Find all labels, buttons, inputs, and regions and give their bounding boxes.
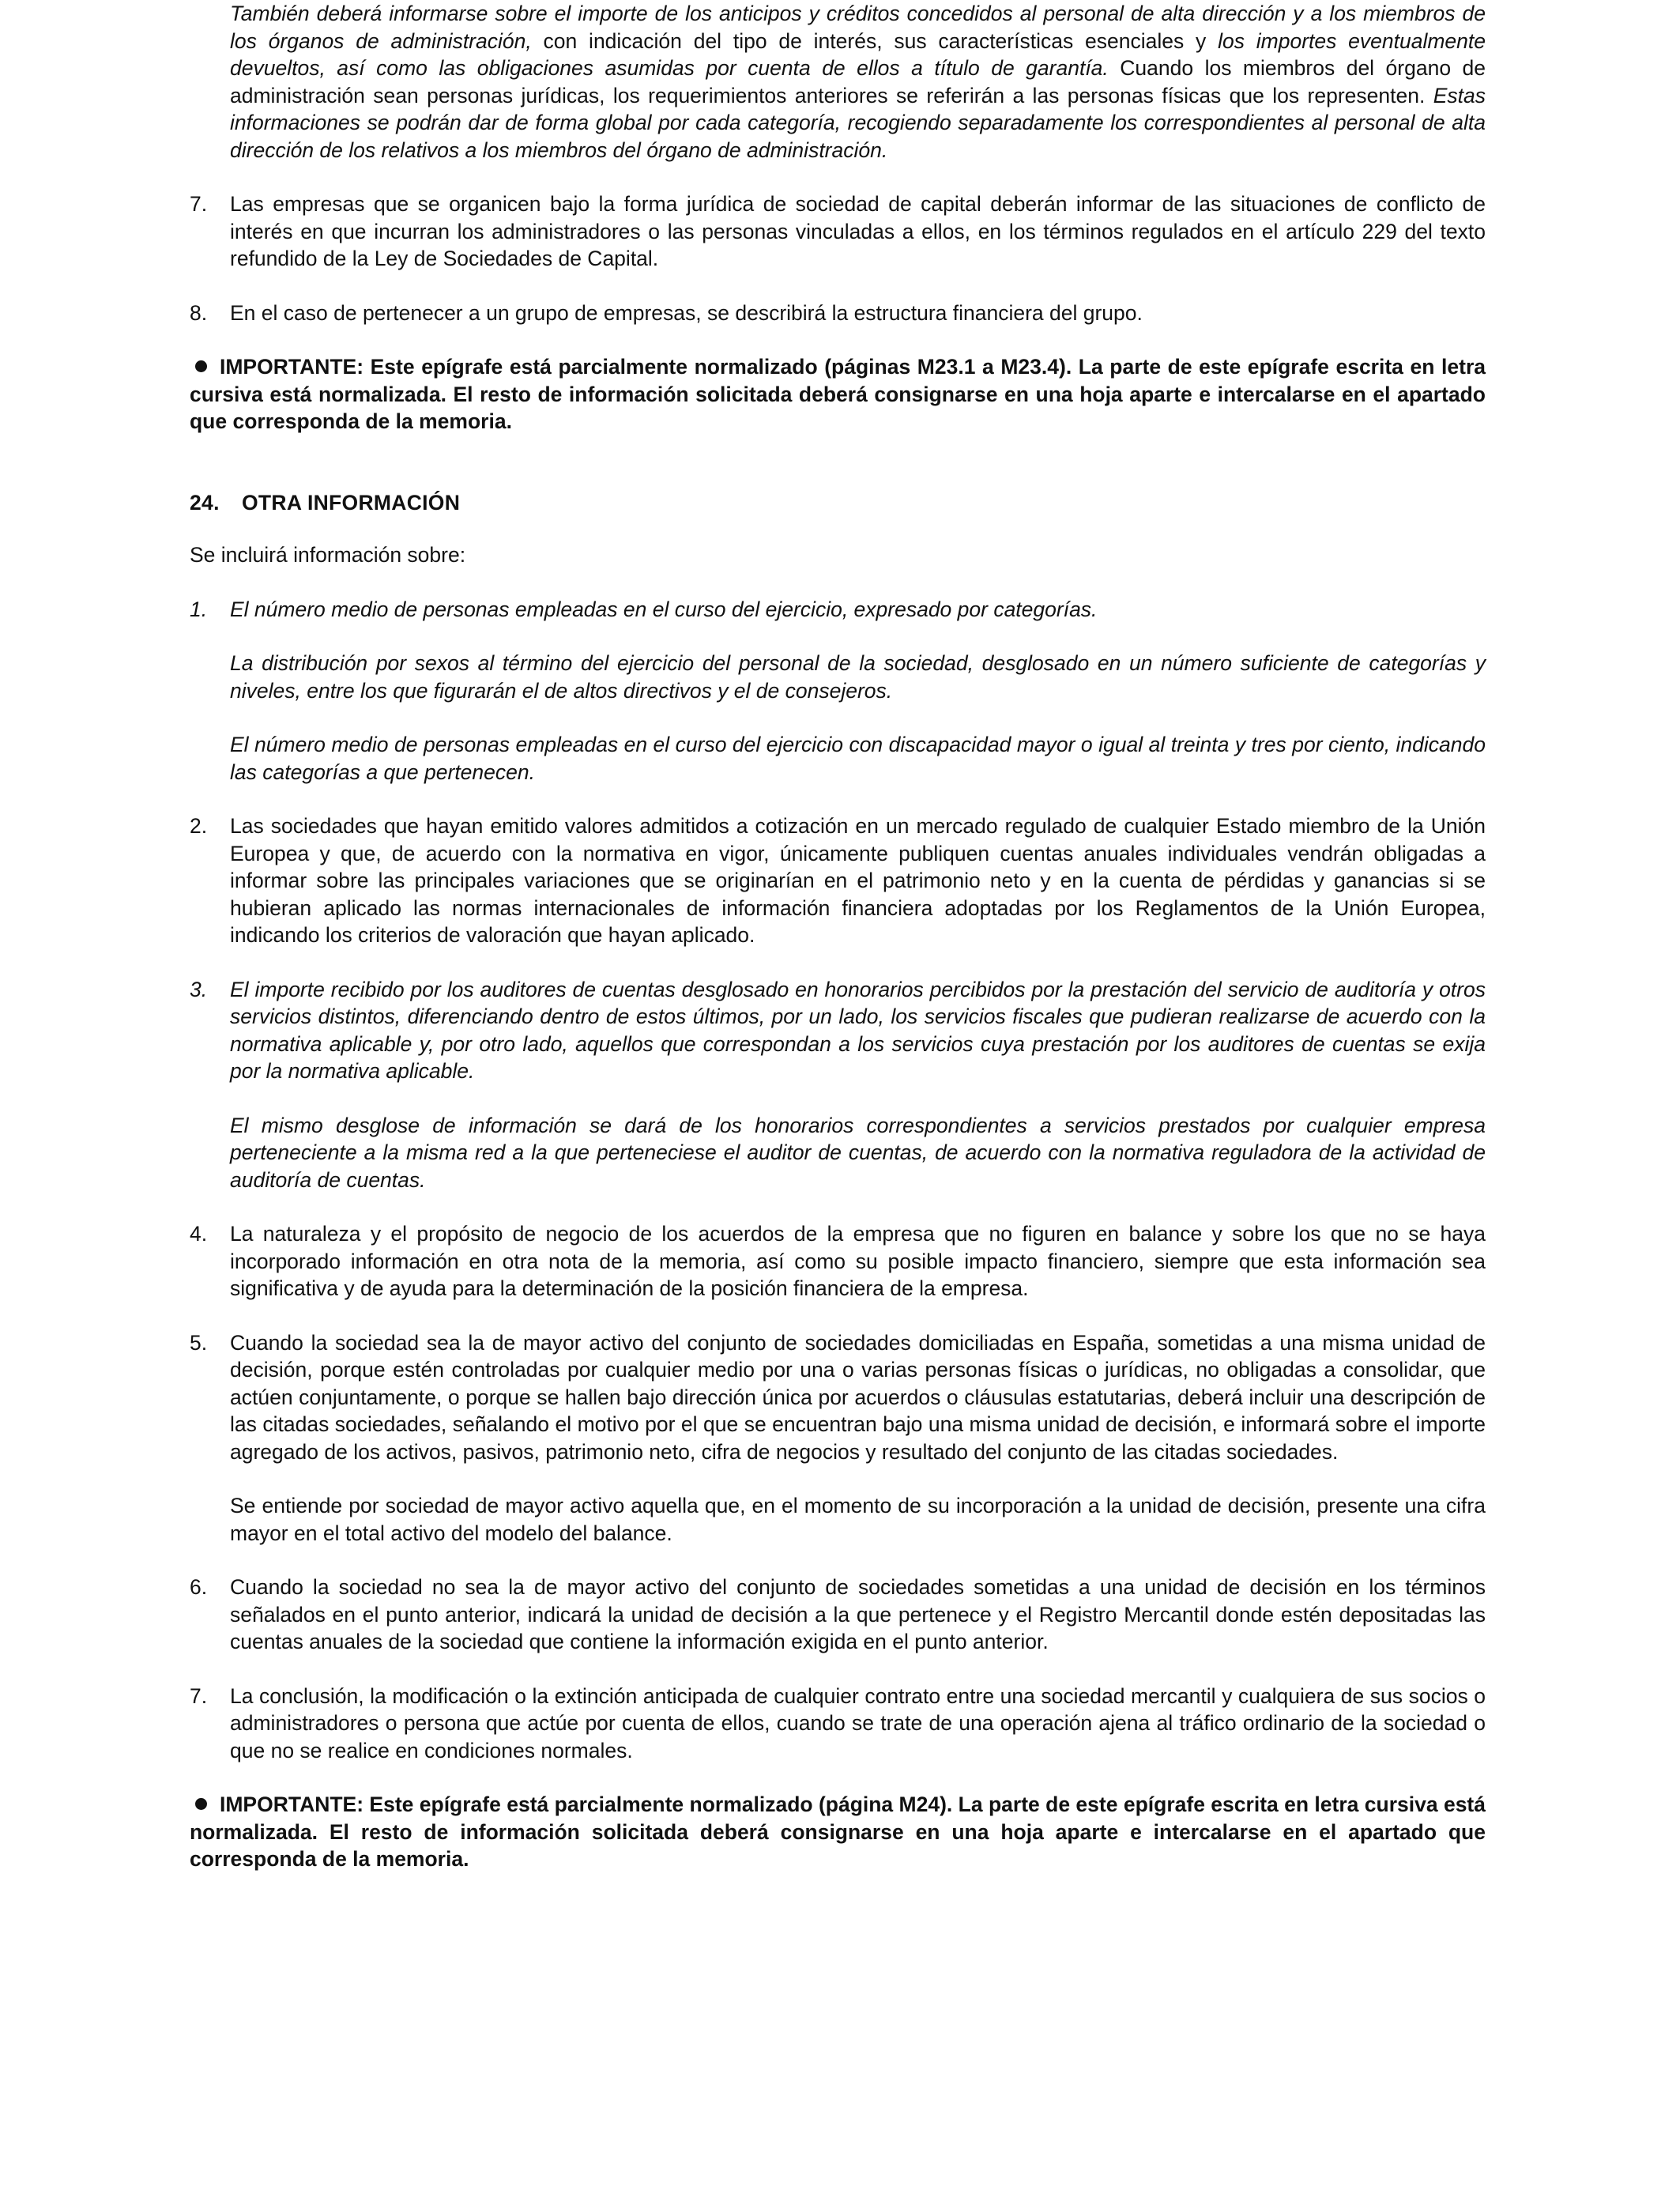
- item-paragraph: La naturaleza y el propósito de negocio de los acuerdos de la empresa que no figuren en balance y sobre los que no se haya incorporado información en otra nota de la memoria, así como su posible impacto financiero, siempre que esta información sea significativa y de ayuda para la determinación de la posición financiera de la empresa.: [230, 1222, 1486, 1300]
- item-number: 7.: [190, 1683, 208, 1708]
- section23-item-8: [190, 300, 1486, 327]
- section24-intro: Se incluirá información sobre:: [190, 543, 466, 567]
- section23-cont-italic-1: También deberá informarse sobre el importe de los anticipos y créditos concedidos al personal de alta dirección y a los miembros de los órganos de administración,: [230, 2, 1486, 53]
- bullet-icon: [195, 360, 207, 372]
- item-number: 2.: [190, 814, 208, 838]
- important-text: IMPORTANTE: Este epígrafe está parcialmente normalizado (página M24). La parte de este epígrafe escrita en letra cursiva está normalizada. El resto de información solicitada deberá consignarse en una hoja aparte e intercalarse en el apartado que corresponda de la memoria.: [190, 1793, 1486, 1871]
- section24-item-4: [190, 1220, 1486, 1302]
- item-paragraph: Las sociedades que hayan emitido valores admitidos a cotización en un mercado regulado de cualquier Estado miembro de la Unión Europea y que, de acuerdo con la normativa en vigor, únicamente publiquen cuentas anuales individuales vendrán obligadas a informar sobre las principales variaciones que se originarían en el patrimonio neto y en la cuenta de pérdidas y ganancias si se hubieran aplicado las normas internacionales de información financiera adoptadas por los Reglamentos de la Unión Europea, indicando los criterios de valoración que hayan aplicado.: [230, 814, 1486, 947]
- section24-important-note: [190, 1791, 1486, 1873]
- item-number: 4.: [190, 1222, 208, 1246]
- section23-continuation-paragraph: [230, 0, 1486, 164]
- item-text: En el caso de pertenecer a un grupo de empresas, se describirá la estructura financiera del grupo.: [230, 300, 1143, 325]
- section24-item-6: [190, 1574, 1486, 1656]
- bullet-icon: [195, 1798, 207, 1810]
- item-paragraph: El importe recibido por los auditores de cuentas desglosado en honorarios percibidos por la prestación del servicio de auditoría y otros servicios distintos, diferenciando dentro de estos últimos, por un lado, los servicios fiscales que pudieran realizarse de acuerdo con la normativa aplicable y, por otro lado, aquellos que correspondan a los servicios cuya prestación por los auditores de cuentas se exija por la normativa aplicable.: [230, 977, 1486, 1083]
- item-text: Las empresas que se organicen bajo la forma jurídica de sociedad de capital deberán informar de las situaciones de conflicto de interés en que incurran los administradores o las personas vinculadas a ellos, en los términos regulados en el artículo 229 del texto refundido de la Ley de Sociedades de Capital.: [230, 192, 1486, 270]
- item-number: 1.: [190, 597, 208, 621]
- item-paragraph: El número medio de personas empleadas en el curso del ejercicio con discapacidad mayor o igual al treinta y tres por ciento, indicando las categorías a que pertenecen.: [230, 733, 1486, 784]
- section23-cont-regular-2: Cuando los miembros del órgano de administración sean personas jurídicas, los requerimientos anteriores se referirán a las personas físicas que los representen.: [230, 56, 1486, 107]
- item-number: 6.: [190, 1575, 208, 1599]
- section24-item-7: [190, 1683, 1486, 1765]
- item-number: 8.: [190, 300, 208, 325]
- section23-cont-italic-2: los importes eventualmente devueltos, así como las obligaciones asumidas por cuenta de ellos a título de garantía.: [230, 28, 1486, 80]
- document-page: [190, 0, 1486, 1873]
- section-number: 24.: [190, 490, 220, 515]
- section24-item-2: [190, 812, 1486, 949]
- section24-item-3: [190, 976, 1486, 1194]
- item-number: 7.: [190, 192, 208, 216]
- item-paragraph: La conclusión, la modificación o la extinción anticipada de cualquier contrato entre una sociedad mercantil y cualquiera de sus socios o administradores o persona que actúe por cuenta de ellos, cuando se trate de una operación ajena al tráfico ordinario de la sociedad o que no se realice en condiciones normales.: [230, 1683, 1486, 1762]
- item-paragraph: La distribución por sexos al término del ejercicio del personal de la sociedad, desglosado en un número suficiente de categorías y niveles, entre los que figurarán el de altos directivos y el de consejeros.: [230, 651, 1486, 703]
- section23-item-7: [190, 190, 1486, 273]
- section-title: OTRA INFORMACIÓN: [242, 490, 461, 515]
- section23-cont-regular-1: con indicación del tipo de interés, sus características esenciales y: [531, 28, 1219, 53]
- item-number: 5.: [190, 1330, 208, 1355]
- item-paragraph: Cuando la sociedad sea la de mayor activo del conjunto de sociedades domiciliadas en España, sometidas a una misma unidad de decisión, porque estén controladas por cualquier medio por una o varias personas físicas o jurídicas, no obligadas a consolidar, que actúen conjuntamente, o porque se hallen bajo dirección única por acuerdos o cláusulas estatutarias, deberá incluir una descripción de las citadas sociedades, señalando el motivo por el que se encuentran bajo una misma unidad de decisión, e informará sobre el importe agregado de los activos, pasivos, patrimonio neto, cifra de negocios y resultado del conjunto de las citadas sociedades.: [230, 1330, 1486, 1464]
- section24-heading: [190, 489, 1486, 517]
- section24-item-5: [190, 1329, 1486, 1547]
- item-paragraph: El número medio de personas empleadas en el curso del ejercicio, expresado por categorías.: [230, 597, 1098, 621]
- item-number: 3.: [190, 977, 208, 1001]
- section23-important-note: [190, 353, 1486, 435]
- item-paragraph: Se entiende por sociedad de mayor activo aquella que, en el momento de su incorporación a la unidad de decisión, presente una cifra mayor en el total activo del modelo del balance.: [230, 1494, 1486, 1545]
- item-paragraph: Cuando la sociedad no sea la de mayor activo del conjunto de sociedades sometidas a una unidad de decisión en los términos señalados en el punto anterior, indicará la unidad de decisión a la que pertenece y el Registro Mercantil donde estén depositadas las cuentas anuales de la sociedad que contiene la información exigida en el punto anterior.: [230, 1575, 1486, 1653]
- item-paragraph: El mismo desglose de información se dará de los honorarios correspondientes a servicios prestados por cualquier empresa perteneciente a la misma red a la que perteneciese el auditor de cuentas, de acuerdo con la normativa reguladora de la actividad de auditoría de cuentas.: [230, 1113, 1486, 1192]
- section24-item-1: [190, 596, 1486, 786]
- section23-cont-italic-3: Estas informaciones se podrán dar de forma global por cada categoría, recogiendo separadamente los correspondientes al personal de alta dirección de los relativos a los miembros del órgano de administración.: [230, 83, 1486, 162]
- important-text: IMPORTANTE: Este epígrafe está parcialmente normalizado (páginas M23.1 a M23.4). La parte de este epígrafe escrita en letra cursiva está normalizada. El resto de información solicitada deberá consignarse en una hoja aparte e intercalarse en el apartado que corresponda de la memoria.: [190, 355, 1486, 433]
